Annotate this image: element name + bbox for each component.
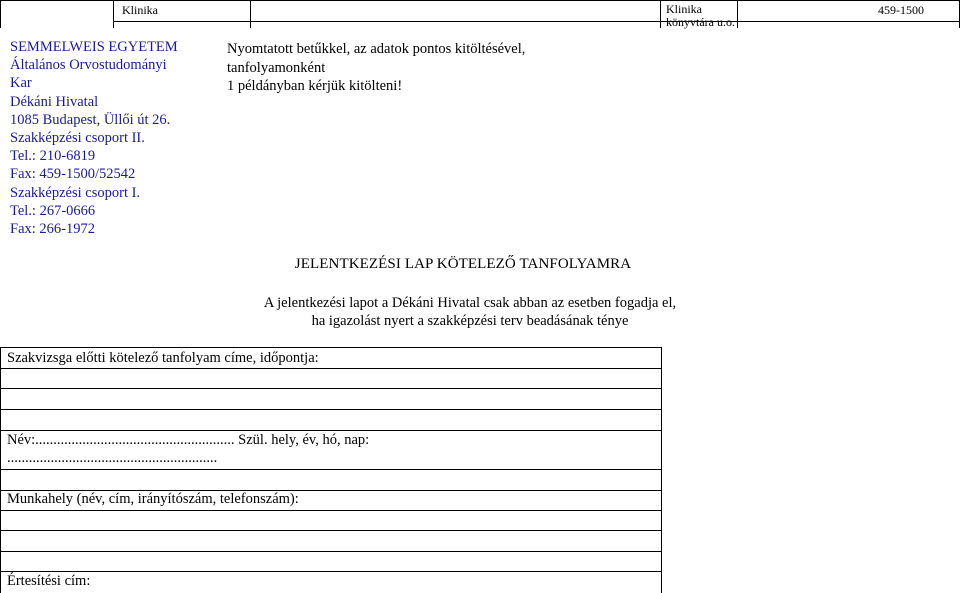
institution-line: Fax: 459-1500/52542 xyxy=(10,166,136,183)
notice-line: A jelentkezési lapot a Dékáni Hivatal csak abban az esetben fogadja el, xyxy=(263,295,677,311)
course-input-line-3[interactable] xyxy=(0,410,662,431)
institution-address xyxy=(10,38,210,238)
name-birth-row[interactable] xyxy=(0,430,662,470)
header-bottom-line xyxy=(113,21,960,22)
contact-label: Értesítési cím: xyxy=(7,573,91,589)
institution-line: Szakképzési csoport I. xyxy=(10,184,141,201)
institution-line: Általános Orvostudományi xyxy=(10,57,167,74)
institution-line: Dékáni Hivatal xyxy=(10,93,99,110)
course-input-line-1[interactable] xyxy=(0,368,662,389)
workplace-input-line-3[interactable] xyxy=(0,551,662,572)
acceptance-notice xyxy=(10,294,930,330)
institution-line: SEMMELWEIS EGYETEM xyxy=(10,39,178,55)
instruction-line: 1 példányban kérjük kitölteni! xyxy=(227,78,403,94)
institution-line: Tel.: 210-6819 xyxy=(10,148,96,165)
institution-line: Kar xyxy=(10,75,32,92)
workplace-input-line-1[interactable] xyxy=(0,510,662,531)
header-border-left xyxy=(0,0,1,28)
page-title: JELENTKEZÉSI LAP KÖTELEZŐ TANFOLYAMRA xyxy=(294,256,632,272)
workplace-label: Munkahely (név, cím, irányítószám, telefonszám): xyxy=(7,491,299,507)
contact-address-row[interactable] xyxy=(0,571,662,593)
instructions xyxy=(227,40,647,96)
header-divider-3 xyxy=(660,0,661,28)
instruction-line: Nyomtatott betűkkel, az adatok pontos kitöltésével, xyxy=(227,41,526,57)
workplace-input-line-2[interactable] xyxy=(0,531,662,552)
course-label: Szakvizsga előtti kötelező tanfolyam címe, időpontja: xyxy=(7,350,319,366)
course-label-row xyxy=(0,347,662,369)
institution-line: Tel.: 267-0666 xyxy=(10,202,96,219)
course-input-line-2[interactable] xyxy=(0,389,662,410)
header-divider-2 xyxy=(250,0,251,28)
institution-line: Fax: 266-1972 xyxy=(10,221,95,238)
header-cell-klinika: Klinika xyxy=(122,3,158,17)
instruction-line: tanfolyamonként xyxy=(227,59,326,76)
header-divider-1 xyxy=(113,0,114,28)
institution-line: 1085 Budapest, Üllői út 26. xyxy=(10,111,171,128)
notice-line: ha igazolást nyert a szakképzési terv beadásának ténye xyxy=(311,313,629,329)
name-input-line[interactable] xyxy=(0,470,662,491)
header-cell-phone: 459-1500 xyxy=(878,3,924,17)
workplace-row[interactable] xyxy=(0,490,662,511)
header-cell-library: Klinika könyvtára u.o. xyxy=(666,2,735,29)
name-dots: .......................................................... xyxy=(7,450,218,466)
institution-line: Szakképzési csoport II. xyxy=(10,130,145,147)
name-label: Név:....................................................... Szül. hely, év, hó, nap: xyxy=(7,432,370,448)
